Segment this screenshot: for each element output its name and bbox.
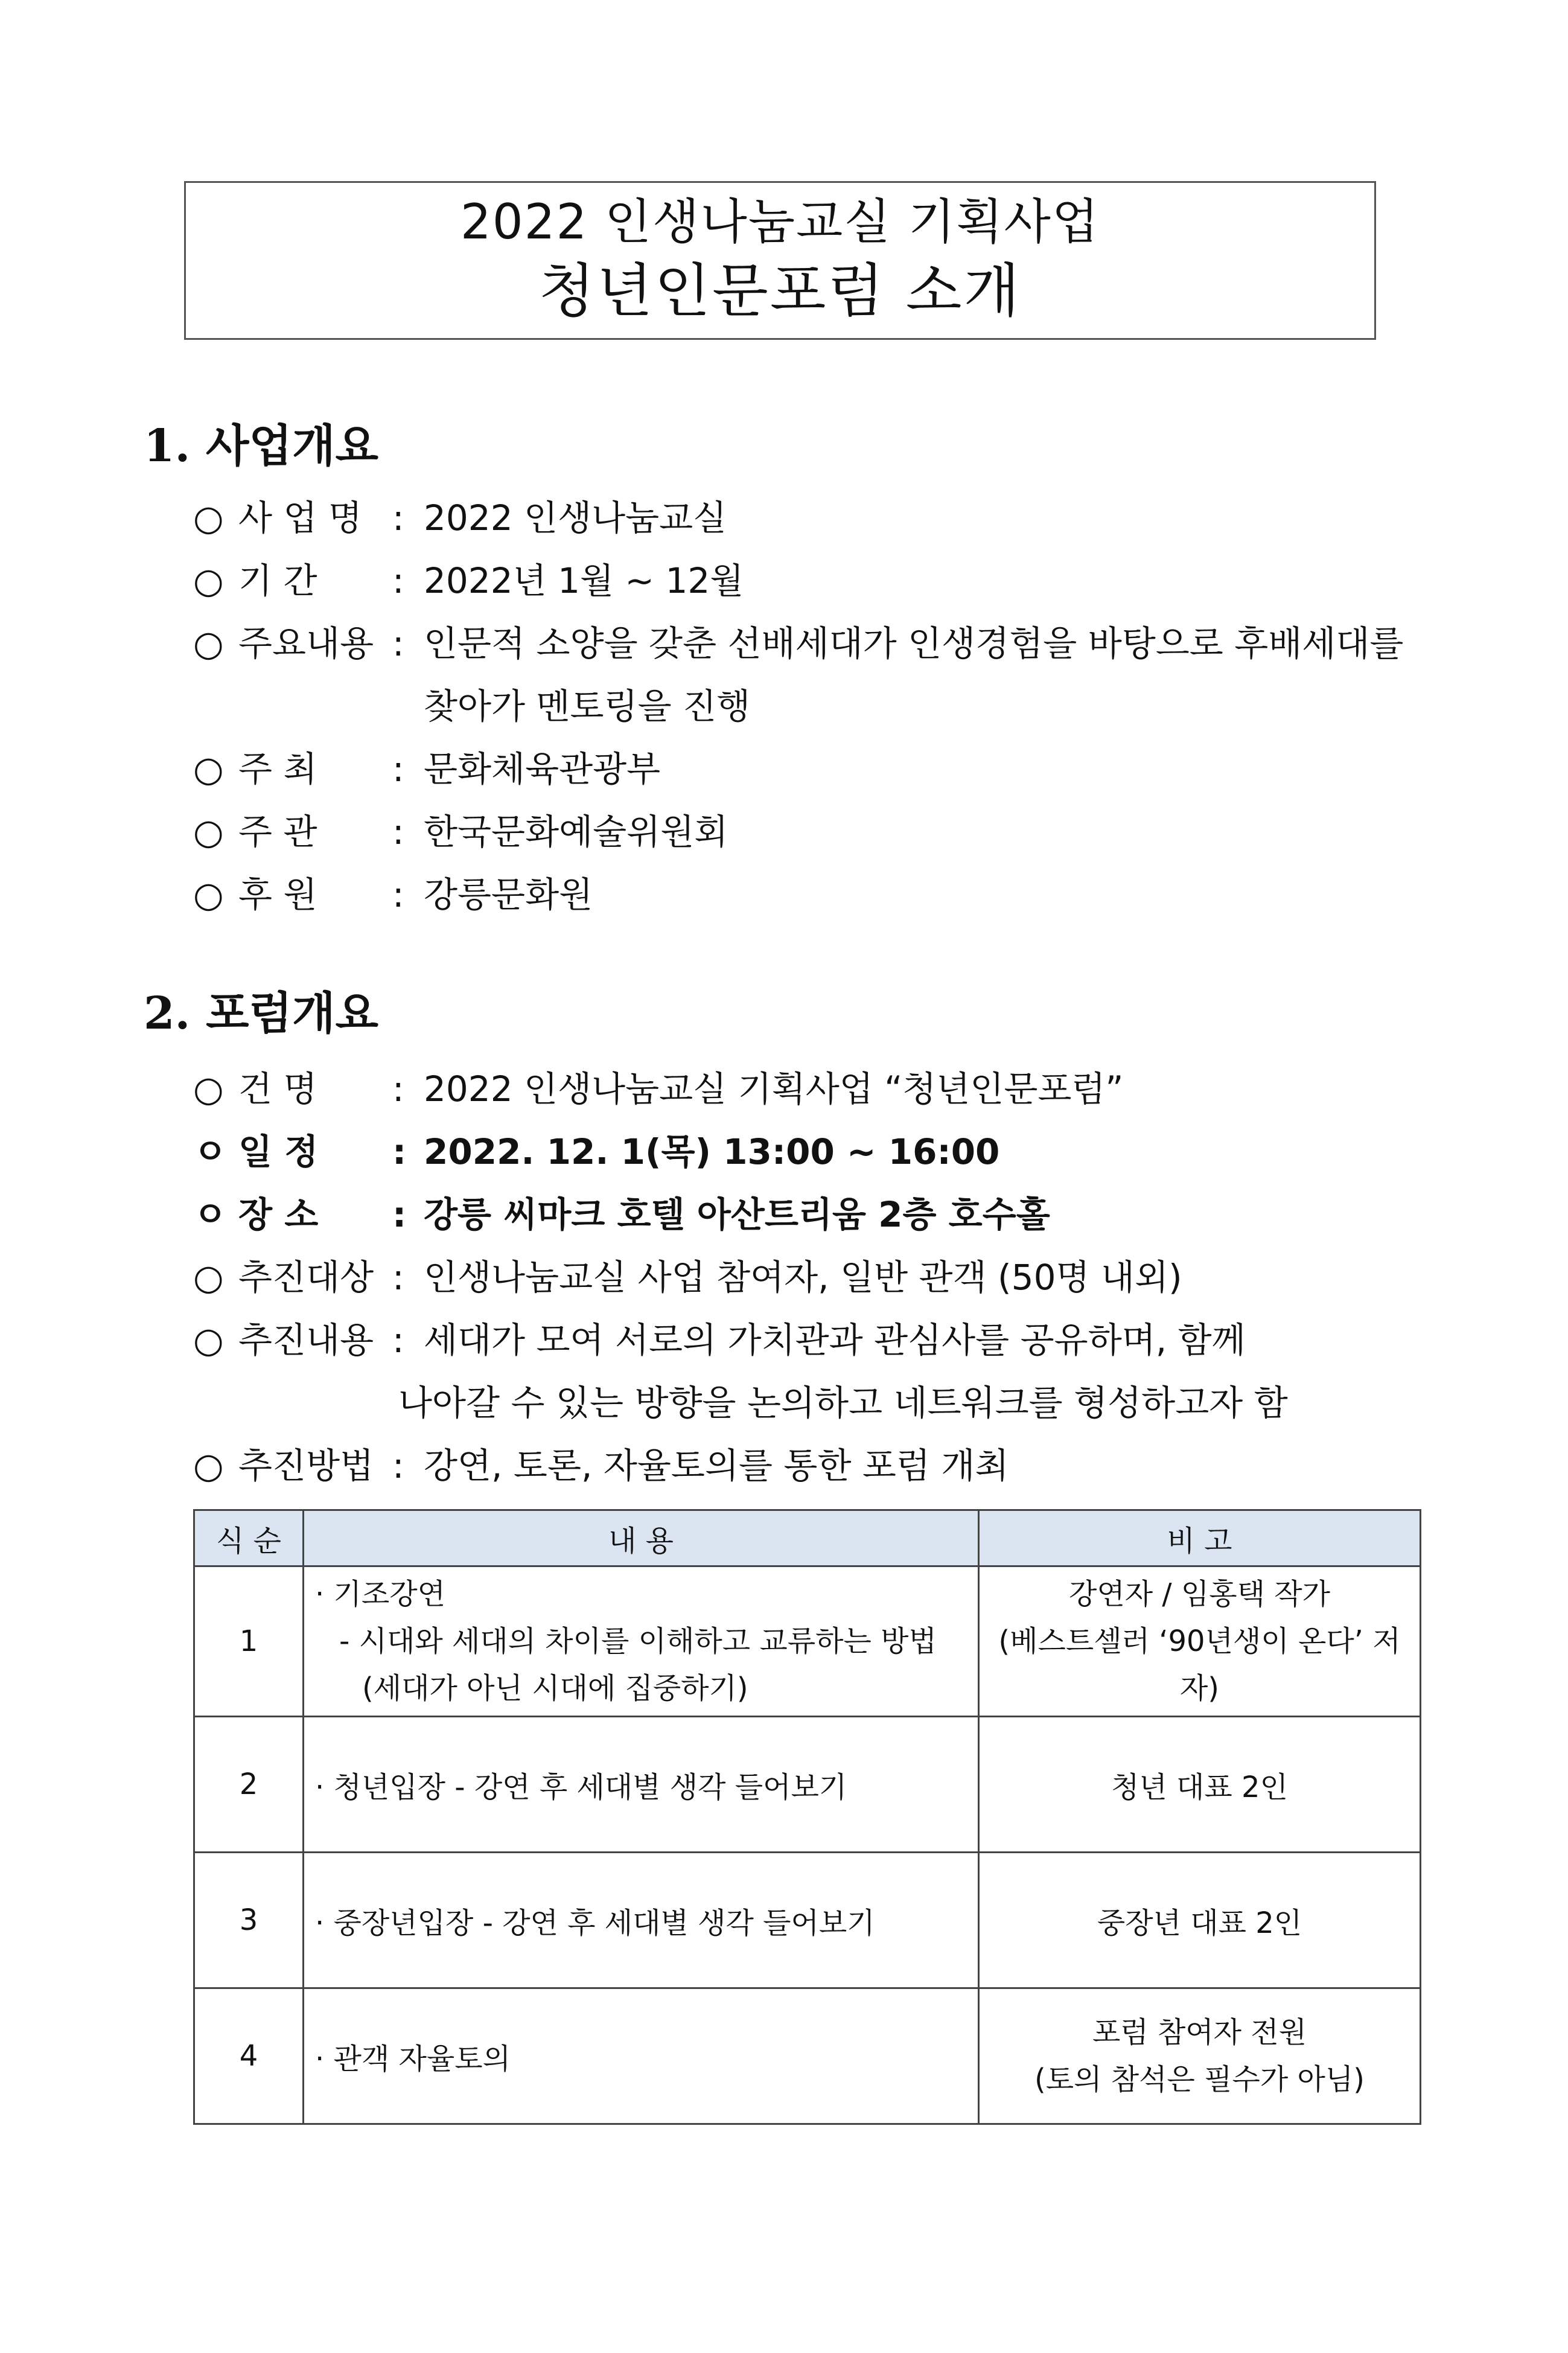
title-box <box>184 181 1376 340</box>
separator: : <box>392 1068 404 1109</box>
separator: : <box>392 623 404 664</box>
row-note: 중장년 대표 2인 <box>979 1853 1421 1988</box>
separator: : <box>392 497 404 538</box>
bullet-icon: ○ <box>193 1445 224 1486</box>
item-value: 인문적 소양을 갖춘 선배세대가 인생경험을 바탕으로 후배세대를 <box>424 623 1404 664</box>
schedule-table <box>193 1509 1421 2125</box>
section2-heading: 2. 포럼개요 <box>144 988 378 1039</box>
item-label: 후 원 <box>238 874 317 915</box>
separator: : <box>392 1257 404 1298</box>
item-label: 주 최 <box>238 749 317 790</box>
bullet-icon: ○ <box>193 1257 224 1298</box>
item-value: 강릉 씨마크 호텔 아산트리움 2층 호수홀 <box>424 1194 1050 1235</box>
item-label: 추진내용 <box>238 1320 374 1361</box>
separator: : <box>392 874 404 915</box>
separator: : <box>392 811 404 852</box>
row-note <box>979 1566 1421 1717</box>
separator: : <box>392 560 404 601</box>
bullet-icon: ㅇ <box>193 1194 228 1235</box>
row-number: 3 <box>194 1853 304 1988</box>
note-line: (토의 참석은 필수가 아님) <box>1034 2063 1365 2096</box>
bullet-icon: ○ <box>193 874 224 915</box>
table-row <box>194 1566 1421 1717</box>
header-order: 식 순 <box>194 1510 304 1566</box>
item-label: 장 소 <box>238 1194 319 1235</box>
item-value: 인생나눔교실 사업 참여자, 일반 관객 (50명 내외) <box>424 1257 1182 1298</box>
header-content: 내 용 <box>304 1510 979 1566</box>
bullet-icon: ○ <box>193 1068 224 1109</box>
row-content: · 중장년입장 - 강연 후 세대별 생각 들어보기 <box>304 1853 979 1988</box>
header-note: 비 고 <box>979 1510 1421 1566</box>
row-note: 청년 대표 2인 <box>979 1717 1421 1853</box>
row-note <box>979 1988 1421 2124</box>
note-line: (베스트셀러 ‘90년생이 온다’ 저자) <box>998 1624 1401 1705</box>
row-number: 4 <box>194 1988 304 2124</box>
row-content <box>304 1566 979 1717</box>
row-number: 2 <box>194 1717 304 1853</box>
content-line: - 시대와 세대의 차이를 이해하고 교류하는 방법 <box>339 1624 937 1658</box>
item-value: 2022년 1월 ~ 12월 <box>424 560 744 601</box>
item-value: 강연, 토론, 자율토의를 통한 포럼 개최 <box>424 1445 1009 1486</box>
content-line: · 기조강연 <box>315 1577 445 1611</box>
table-row <box>194 1853 1421 1988</box>
separator: : <box>392 1320 404 1361</box>
section1-heading: 1. 사업개요 <box>144 420 378 472</box>
item-label: 건 명 <box>238 1068 317 1109</box>
row-content: · 관객 자율토의 <box>304 1988 979 2124</box>
item-label: 주요내용 <box>238 623 374 664</box>
item-label: 추진대상 <box>238 1257 374 1298</box>
bullet-icon: ○ <box>193 1320 224 1361</box>
title-line1: 2022 인생나눔교실 기획사업 <box>460 193 1100 250</box>
separator: : <box>392 1445 404 1486</box>
table-row <box>194 1717 1421 1853</box>
item-value: 강릉문화원 <box>424 874 593 915</box>
bullet-icon: ○ <box>193 497 224 538</box>
item-value: 2022 인생나눔교실 <box>424 497 727 538</box>
item-value: 세대가 모여 서로의 가치관과 관심사를 공유하며, 함께 <box>424 1320 1246 1361</box>
row-number: 1 <box>194 1566 304 1717</box>
item-label: 기 간 <box>238 560 317 601</box>
bullet-icon: ○ <box>193 811 224 852</box>
row-content: · 청년입장 - 강연 후 세대별 생각 들어보기 <box>304 1717 979 1853</box>
note-line: 강연자 / 임홍택 작가 <box>1069 1577 1330 1611</box>
bullet-icon: ○ <box>193 749 224 790</box>
item-value: 2022 인생나눔교실 기획사업 “청년인문포럼” <box>424 1068 1124 1109</box>
content-line: (세대가 아닌 시대에 집중하기) <box>362 1671 748 1705</box>
item-value: 2022. 12. 1(목) 13:00 ~ 16:00 <box>424 1131 1000 1172</box>
separator: : <box>392 749 404 790</box>
bullet-icon: ○ <box>193 560 224 601</box>
item-value: 문화체육관광부 <box>424 749 661 790</box>
item-value: 한국문화예술위원회 <box>424 811 728 852</box>
bullet-icon: ○ <box>193 623 224 664</box>
s1-item-content-cont: 찾아가 멘토링을 진행 <box>424 686 751 727</box>
note-line: 포럼 참여자 전원 <box>1092 2016 1307 2049</box>
bullet-icon: ㅇ <box>193 1131 228 1172</box>
title-line2: 청년인문포럼 소개 <box>538 257 1022 325</box>
item-label: 추진방법 <box>238 1445 374 1486</box>
item-label: 주 관 <box>238 811 317 852</box>
item-label: 사 업 명 <box>238 497 362 538</box>
separator: : <box>392 1131 407 1172</box>
s2-item-content-cont: 나아갈 수 있는 방향을 논의하고 네트워크를 형성하고자 함 <box>398 1382 1288 1423</box>
table-row <box>194 1988 1421 2124</box>
item-label: 일 정 <box>238 1131 319 1172</box>
table-header-row <box>194 1510 1421 1566</box>
separator: : <box>392 1194 407 1235</box>
